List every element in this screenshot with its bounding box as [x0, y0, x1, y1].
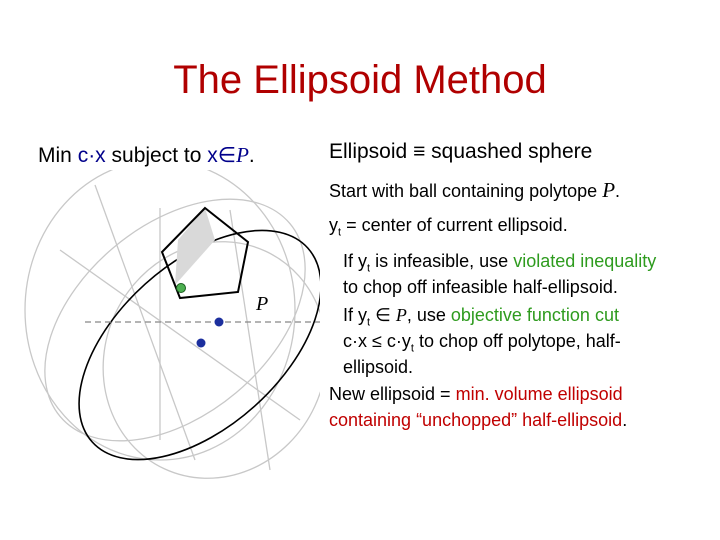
case1-line2: to chop off infeasible half-ellipsoid. — [343, 277, 618, 297]
min-label: Min — [38, 144, 72, 167]
heading-center-def — [329, 215, 568, 239]
heading-start-ball — [329, 178, 620, 203]
case2-line1 — [343, 305, 619, 329]
constraint-expression: x∈ — [207, 144, 237, 167]
slide-title: The Ellipsoid Method — [173, 58, 547, 102]
center-def-text: = center of current ellipsoid. — [346, 215, 568, 235]
squashed-sphere-text: squashed sphere — [431, 140, 593, 163]
feasible-center-point — [177, 284, 186, 293]
case1-line1 — [343, 251, 656, 275]
new-ellipsoid-line2 — [329, 410, 627, 431]
t-subscript: t — [367, 262, 371, 275]
violated-inequality-text: violated inequality — [513, 251, 657, 271]
chop-polytope-text: to chop off polytope, half- — [418, 331, 621, 351]
period: . — [622, 410, 628, 430]
y-variable: y — [358, 251, 368, 271]
polytope-symbol: P — [602, 178, 616, 202]
problem-statement — [38, 143, 255, 168]
cut-inequality: c·x ≤ c·y — [343, 331, 411, 351]
t-subscript: t — [367, 316, 371, 329]
center-point-2 — [197, 339, 206, 348]
element-of-symbol: ∈ — [375, 305, 391, 325]
faded-axis-diagonal-2 — [230, 210, 270, 470]
heading-ellipsoid — [329, 140, 592, 164]
case2-line3: ellipsoid. — [343, 357, 414, 377]
t-subscript: t — [410, 342, 414, 355]
center-point-1 — [215, 318, 224, 327]
subject-to-label: subject to — [111, 144, 202, 167]
previous-ellipses — [0, 170, 320, 515]
new-ellipsoid-text: New ellipsoid = — [329, 384, 451, 404]
infeasible-text: is infeasible, use — [375, 251, 509, 271]
if-word: If — [343, 251, 354, 271]
equiv-symbol: ≡ — [413, 140, 426, 163]
objective-cut-text: objective function cut — [450, 305, 619, 325]
y-variable: y — [358, 305, 368, 325]
case2-line2 — [343, 331, 621, 355]
ellipsoid-word: Ellipsoid — [329, 140, 408, 163]
objective-expression: c·x — [77, 144, 106, 167]
polytope-label: P — [256, 293, 269, 315]
use-text: , use — [406, 305, 446, 325]
if-word: If — [343, 305, 354, 325]
t-subscript: t — [338, 226, 342, 239]
period: . — [248, 144, 255, 167]
period: . — [615, 181, 621, 201]
unchopped-text: containing “unchopped” half-ellipsoid — [329, 410, 623, 430]
polytope-symbol: P — [236, 143, 249, 167]
polytope-symbol: P — [395, 305, 407, 325]
ellipsoid-diagram — [0, 170, 320, 520]
start-ball-text: Start with ball containing polytope — [329, 181, 598, 201]
y-variable: y — [329, 215, 338, 235]
min-volume-text: min. volume ellipsoid — [455, 384, 623, 404]
new-ellipsoid-line1 — [329, 384, 623, 405]
